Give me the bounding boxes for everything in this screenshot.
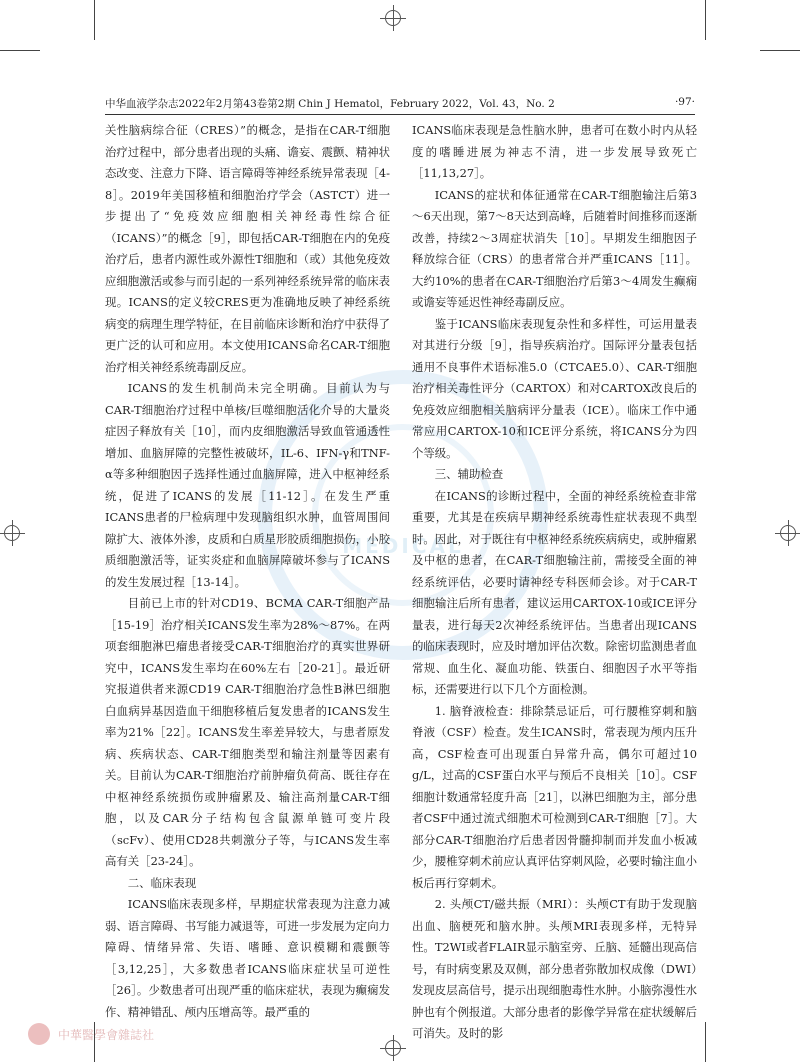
running-header: [105, 96, 695, 115]
crop-mark: [705, 0, 706, 40]
section-heading: 三、辅助检查: [434, 467, 504, 481]
paragraph: 关性脑病综合征（CRES）”的概念，是指在CAR-T细胞治疗过程中，部分患者出现的头痛、谵妄、震颤、精神状态改变、注意力下降、语言障碍等神经系统异常表现［4-8］。2019年美国移植和细胞治疗学会（ASTCT）进一步提出了“免疫效应细胞相关神经毒性综合征（ICANS）”的概念［9］，即包括CAR-T细胞在内的免疫治疗后，患者内源性或外源性T细胞和（或）其他免疫效应细胞激活或参与而引起的一系列神经系统异常的临床表现。ICANS的定义较CRES更为准确地反映了神经系统病变的病理生理学特征，在目前临床诊断和治疗中获得了更广泛的认可和应用。本文使用ICANS命名CAR-T细胞治疗相关神经系统毒副反应。: [105, 123, 390, 374]
left-column: [105, 120, 390, 1023]
registration-mark: [4, 525, 20, 541]
paragraph: 1. 脑脊液检查：排除禁忌证后，可行腰椎穿刺和脑脊液（CSF）检查。发生ICANS时，常表现为颅内压升高，CSF检查可出现蛋白异常升高，偶尔可超过10 g/L，过高的CSF蛋白水平与预后不良相关［10］。CSF细胞计数通常轻度升高［21］，以淋巴细胞为主，部分患者CSF中通过流式细胞术可检测到CAR-T细胞［7］。大部分CAR-T细胞治疗后患者因骨髓抑制而并发血小板减少，腰椎穿刺术前应认真评估穿刺风险，必要时输注血小板后再行穿刺术。: [412, 703, 697, 890]
crop-mark: [0, 50, 40, 51]
journal-citation: 中华血液学杂志2022年2月第43卷第2期 Chin J Hematol，February 2022，Vol. 43，No. 2: [105, 98, 555, 110]
section-heading: 二、临床表现: [127, 875, 197, 890]
publisher-logo: [28, 1022, 154, 1046]
page-number: ·97·: [674, 96, 695, 108]
paragraph: ICANS临床表现是急性脑水肿，患者可在数小时内从轻度的嗜睡进展为神志不清，进一步发展导致死亡［11,13,27］。: [412, 123, 697, 180]
registration-mark: [385, 10, 401, 26]
registration-mark: [385, 1040, 401, 1056]
paragraph: 目前已上市的针对CD19、BCMA CAR-T细胞产品［15-19］治疗相关ICANS发生率为28%～87%。在两项套细胞淋巴瘤患者接受CAR-T细胞治疗的真实世界研究中，ICANS发生率均在60%左右［20-21］。最近研究报道供者来源CD19 CAR-T细胞治疗急性B淋巴细胞白血病异基因造血干细胞移植后复发患者的ICANS发生率为21%［22］。ICANS发生率差异较大，与患者原发病、疾病状态、CAR-T细胞类型和输注剂量等因素有关。目前认为CAR-T细胞治疗前肿瘤负荷高、既往存在中枢神经系统损伤或肿瘤累及、输注高剂量CAR-T细胞，以及CAR分子结构包含鼠源单链可变片段（scFv）、使用CD28共刺激分子等，与ICANS发生率高有关［23-24］。: [105, 596, 390, 868]
paragraph: 2. 头颅CT/磁共振（MRI）：头颅CT有助于发现脑出血、脑梗死和脑水肿。头颅MRI表现多样，无特异性。T2WI或者FLAIR显示脑室旁、丘脑、延髓出现高信号，有时病变累及双侧，部分患者弥散加权成像（DWI）发现皮层高信号，提示出现细胞毒性水肿。小脑弥漫性水肿也有个例报道。大部分患者的影像学异常在症状缓解后可消失。及时的影: [412, 897, 697, 1040]
watermark-text: MEDICAL: [342, 534, 464, 558]
paragraph: ICANS的症状和体征通常在CAR-T细胞输注后第3～6天出现，第7～8天达到高峰，后随着时间推移而逐渐改善，持续2～3周症状消失［10］。早期发生细胞因子释放综合征（CRS）的患者常合并严重ICANS［11］。大约10%的患者在CAR-T细胞治疗后第3～4周发生癫痫或谵妄等延迟性神经毒副反应。: [412, 187, 697, 309]
paragraph: 在ICANS的诊断过程中，全面的神经系统检查非常重要，尤其是在疾病早期神经系统毒性症状表现不典型时。因此，对于既往有中枢神经系统疾病病史，或肿瘤累及中枢的患者，在CAR-T细胞输注前，需接受全面的神经系统评估，必要时请神经专科医师会诊。对于CAR-T细胞输注后所有患者，建议运用CARTOX-10或ICE评分量表，进行每天2次神经系统评估。当患者出现ICANS的临床表现时，应及时增加评估次数。除密切监测患者血常规、血生化、凝血功能、铁蛋白、细胞因子水平等指标，还需要进行以下几个方面检测。: [412, 488, 697, 696]
publisher-emblem-icon: [28, 1023, 50, 1045]
paragraph: 鉴于ICANS临床表现复杂性和多样性，可运用量表对其进行分级［9］，指导疾病治疗。国际评分量表包括通用不良事件术语标准5.0（CTCAE5.0）、CAR-T细胞治疗相关毒性评分（CARTOX）和对CARTOX改良后的免疫效应细胞相关脑病评分量表（ICE）。临床工作中通常应用CARTOX-10和ICE评分系统，将ICANS分为四个等级。: [412, 316, 697, 460]
paragraph: ICANS临床表现多样，早期症状常表现为注意力减弱、语言障碍、书写能力减退等，可进一步发展为定向力障碍、情绪异常、失语、嗜睡、意识模糊和震颤等［3,12,25］，大多数患者ICANS临床症状呈可逆性［26］。少数患者可出现严重的临床症状，表现为癫痫发作、精神错乱、颅内压增高等。最严重的: [105, 897, 390, 1019]
paragraph: ICANS的发生机制尚未完全明确。目前认为与CAR-T细胞治疗过程中单核/巨噬细胞活化介导的大量炎症因子释放有关［10］，而内皮细胞激活导致血管通透性增加、血脑屏障的完整性被破坏，IL-6、IFN-γ和TNF-α等多种细胞因子选择性通过血脑屏障，进入中枢神经系统，促进了ICANS的发展［11-12］。在发生严重ICANS患者的尸检病理中发现脑组织水肿，血管周围间隙扩大、液体外渗，皮质和白质星形胶质细胞损伤，小胶质细胞激活等，证实炎症和血脑屏障破坏参与了ICANS的发生发展过程［13-14］。: [105, 381, 390, 589]
right-column: [412, 120, 697, 1045]
crop-mark: [705, 1022, 706, 1062]
registration-mark: [780, 525, 796, 541]
publisher-name: 中華醫學會雜誌社: [58, 1027, 155, 1042]
crop-mark: [94, 0, 95, 40]
crop-mark: [760, 50, 800, 51]
